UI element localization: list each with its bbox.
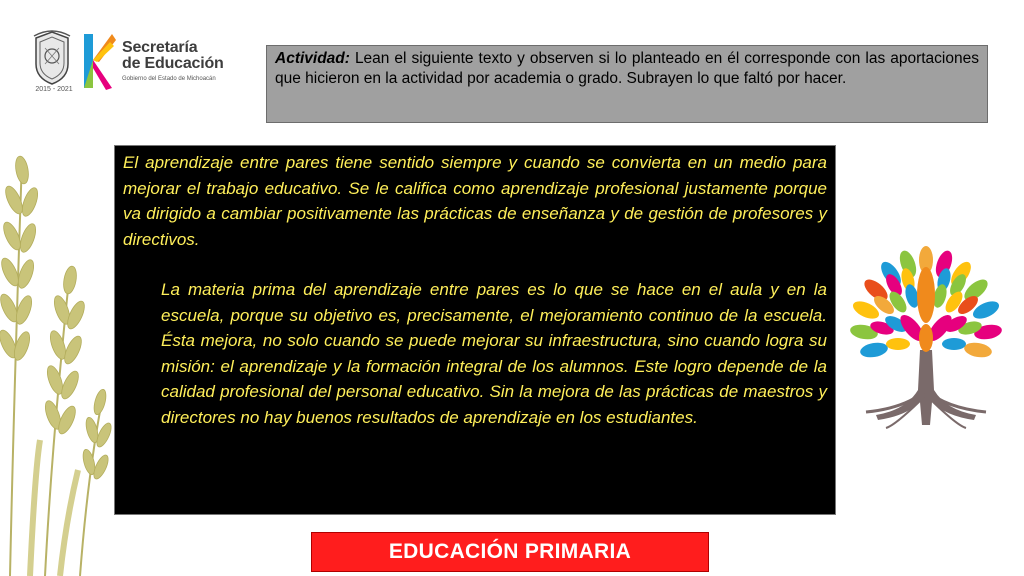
colorful-tree-icon bbox=[846, 240, 1006, 430]
main-text-box bbox=[114, 145, 836, 515]
education-k-logo-icon bbox=[82, 30, 116, 92]
main-paragraph-2: La materia prima del aprendizaje entre pares es lo que se hace en el aula y en la escuela, porque su objetivo es, precisamente, el mejoramiento continuo de la escuela. Ésta mejora, no solo cuando se puede mejorar su infraestructura, sino cuando logra su misión: el aprendizaje y la formación integral de los alumnos. Este logro depende de la calidad profesional del personal educativo. Sin la mejora de las prácticas de maestros y directores no hay buenos resultados de aprendizaje en los estudiantes. bbox=[161, 280, 827, 427]
activity-text: Lean el siguiente texto y observen si lo planteado en él corresponde con las aportaciones que hicieron en la actividad por academia o grado. Subrayen lo que faltó por hacer. bbox=[275, 50, 979, 87]
org-title: Secretaría de Educación bbox=[122, 39, 224, 72]
activity-instruction-box bbox=[266, 45, 988, 123]
activity-label: Actividad: bbox=[275, 50, 350, 67]
main-paragraph-1: El aprendizaje entre pares tiene sentido siempre y cuando se convierta en un medio para mejorar el trabajo educativo. Se le califica como aprendizaje profesional justamente porque va dirigido a cambiar positivamente las prácticas de enseñanza y de gestión de profesores y directivos. bbox=[123, 153, 827, 249]
seal-years: 2015 - 2021 bbox=[35, 86, 73, 93]
education-level-banner: EDUCACIÓN PRIMARIA bbox=[311, 532, 709, 572]
header-logo bbox=[30, 28, 260, 98]
wheat-decoration-icon bbox=[0, 140, 112, 576]
org-subtitle: Gobierno del Estado de Michoacán bbox=[122, 76, 216, 82]
